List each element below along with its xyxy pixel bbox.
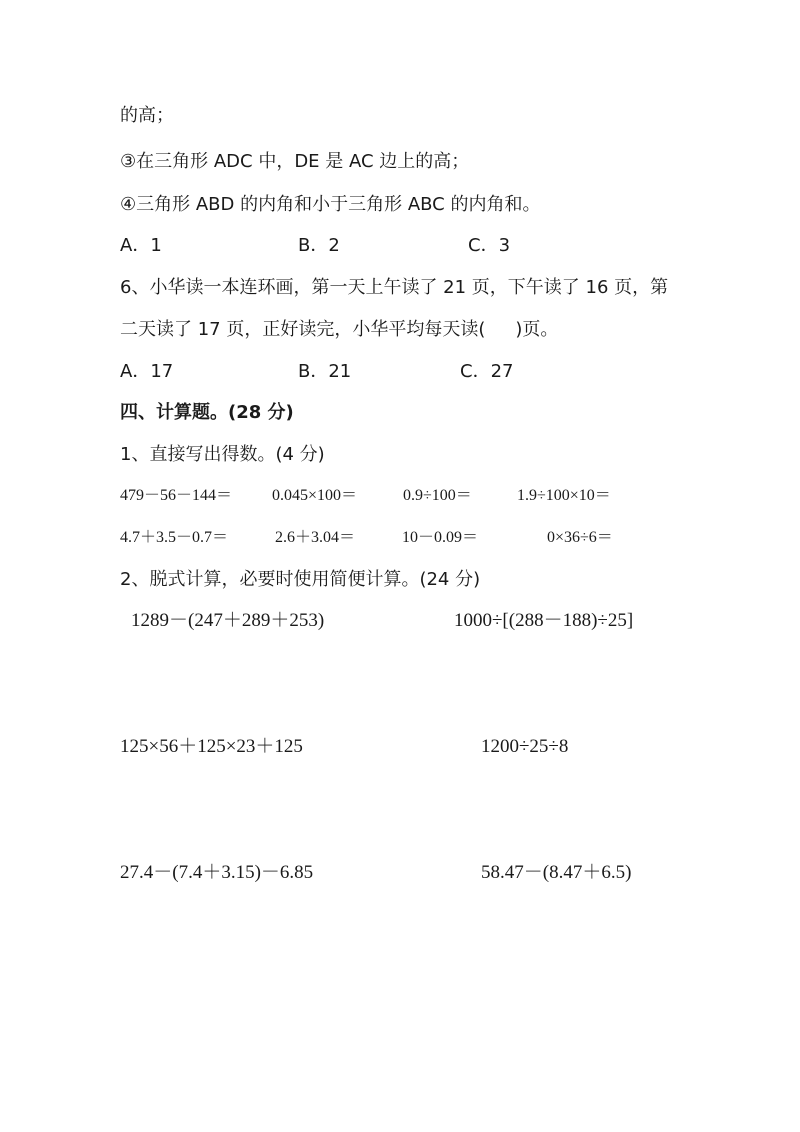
- calc-expression: 1200÷25÷8: [481, 736, 569, 757]
- oral-problem: 0×36÷6＝: [547, 529, 613, 546]
- statement-3: ③在三角形 ADC 中，DE 是 AC 边上的高；: [120, 151, 470, 172]
- oral-problem: 479－56－144＝: [120, 487, 233, 504]
- q6-option-a: A．17: [120, 361, 174, 382]
- q6-option-c: C．27: [460, 361, 514, 382]
- q5-option-b: B．2: [298, 235, 340, 256]
- oral-problem: 1.9÷100×10＝: [517, 487, 611, 504]
- calc-expression: 1289－(247＋289＋253): [131, 610, 325, 631]
- q5-option-a: A．1: [120, 235, 162, 256]
- section-4-heading: 四、计算题。(28 分): [120, 402, 294, 423]
- calc-expression: 125×56＋125×23＋125: [120, 736, 303, 757]
- question-6-line-2: [120, 318, 558, 342]
- question-6-line-1: 6、小华读一本连环画，第一天上午读了 21 页，下午读了 16 页，第: [120, 277, 669, 298]
- q6-option-b: B．21: [298, 361, 352, 382]
- oral-problem: 0.9÷100＝: [403, 487, 472, 504]
- oral-problem: 4.7＋3.5－0.7＝: [120, 529, 229, 546]
- statement-4: ④三角形 ABD 的内角和小于三角形 ABC 的内角和。: [120, 194, 541, 215]
- calc-expression: 27.4－(7.4＋3.15)－6.85: [120, 862, 314, 883]
- question-2-heading: 2、脱式计算，必要时使用简便计算。(24 分): [120, 569, 481, 590]
- question-6-text-a: 二天读了 17 页，正好读完，小华平均每天读(: [120, 319, 486, 340]
- question-6-text-b: )页。: [515, 319, 559, 340]
- text-line-altitude-end: 的高；: [120, 105, 174, 126]
- oral-problem: 0.045×100＝: [272, 487, 358, 504]
- q5-option-c: C．3: [468, 235, 511, 256]
- calc-expression: 58.47－(8.47＋6.5): [481, 862, 632, 883]
- oral-problem: 2.6＋3.04＝: [275, 529, 356, 546]
- oral-problem: 10－0.09＝: [402, 529, 479, 546]
- calc-expression: 1000÷[(288－188)÷25]: [454, 610, 634, 631]
- question-1-heading: 1、直接写出得数。(4 分): [120, 444, 325, 465]
